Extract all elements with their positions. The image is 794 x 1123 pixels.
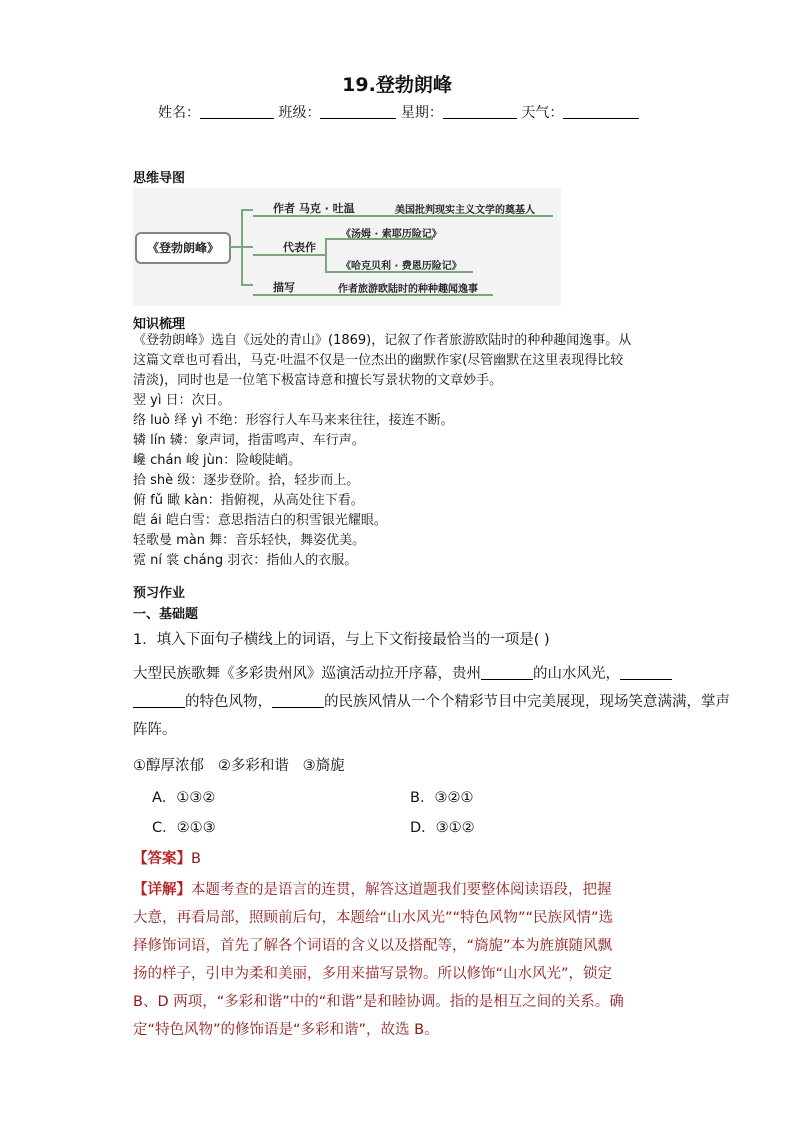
- passage-text: 的民族风情从一个个精彩节目中完美展现，现场笑意满满，掌声: [324, 694, 730, 710]
- mindmap-figure: [133, 188, 561, 306]
- weather-label: 天气：: [521, 105, 564, 121]
- mindmap-heading: 思维导图: [133, 171, 186, 186]
- class-label: 班级：: [278, 105, 321, 121]
- homework-heading: 预习作业: [133, 586, 186, 601]
- term-item: 辚 lín 辚：象声词，指雷鸣声、车行声。: [133, 433, 365, 448]
- weekday-label: 星期：: [400, 105, 443, 121]
- term-item: 俯 fǔ 瞰 kàn：指俯视，从高处往下看。: [133, 493, 364, 508]
- explanation: [133, 876, 663, 1044]
- mindmap-work-huck-finn: 《哈克贝利 · 费恩历险记》: [341, 261, 462, 272]
- name-blank[interactable]: [200, 104, 274, 119]
- part-heading: 一、基础题: [133, 607, 199, 622]
- answer-value: B: [191, 851, 201, 867]
- option-a[interactable]: A．①③②: [152, 790, 216, 806]
- explain-line: 扬的样子，引申为柔和美丽，多用来描写景物。所以修饰“山水风光”，锁定: [133, 966, 613, 982]
- knowledge-body: [133, 331, 663, 571]
- mindmap-work-tom-sawyer: 《汤姆 · 索耶历险记》: [341, 229, 442, 240]
- intro-line-3: 清淡)，同时也是一位笔下极富诗意和擅长写景状物的文章妙手。: [133, 373, 503, 388]
- page-title: 19.登勃朗峰: [342, 74, 452, 96]
- fill-blank-1[interactable]: [481, 665, 533, 680]
- passage-text: 的特色风物，: [185, 694, 272, 710]
- term-item: 皑 ái 皑白雪：意思指洁白的积雪银光耀眼。: [133, 513, 387, 528]
- explain-tag: 【详解】: [133, 882, 191, 898]
- student-info-line: [158, 102, 639, 122]
- explain-line: 定“特色风物”的修饰语是“多彩和谐”，故选 B。: [133, 1022, 439, 1038]
- fill-blank-4[interactable]: [272, 693, 324, 708]
- weekday-blank[interactable]: [443, 104, 517, 119]
- mindmap-describe-text: 作者旅游欧陆时的种种趣闻逸事: [338, 284, 478, 295]
- fill-blank-3[interactable]: [133, 693, 185, 708]
- passage-text: 的山水风光，: [533, 666, 620, 682]
- explain-line: 择修饰词语，首先了解各个词语的含义以及搭配等，“旖旎”本为旌旗随风飘: [133, 938, 613, 954]
- option-d[interactable]: D．③①②: [410, 820, 475, 836]
- mindmap-describe-label: 描写: [273, 281, 295, 294]
- explain-line: 本题考查的是语言的连贯，解答这道题我们要整体阅读语段，把握: [191, 882, 612, 898]
- mindmap-author-desc: 美国批判现实主义文学的奠基人: [395, 205, 535, 216]
- explain-line: B、D 两项，“多彩和谐”中的“和谐”是和睦协调。指的是相互之间的关系。确: [133, 994, 624, 1010]
- term-item: 霓 ní 裳 cháng 羽衣：指仙人的衣服。: [133, 553, 358, 568]
- word-choices: ①醇厚浓郁 ②多彩和谐 ③旖旎: [133, 758, 345, 774]
- passage-text: 大型民族歌舞《多彩贵州风》巡演活动拉开序幕，贵州: [133, 666, 481, 682]
- term-item: 络 luò 绎 yì 不绝：形容行人车马来来往往，接连不断。: [133, 413, 454, 428]
- mindmap-root: 《登勃朗峰》: [135, 232, 231, 264]
- option-c[interactable]: C．②①③: [152, 820, 216, 836]
- answer-line: [133, 847, 201, 868]
- mindmap-works-label: 代表作: [283, 241, 316, 254]
- term-item: 巉 chán 峻 jùn：险峻陡峭。: [133, 453, 302, 468]
- mindmap-author: 作者 马克 · 吐温: [273, 202, 355, 215]
- explain-line: 大意，再看局部，照顾前后句，本题给“山水风光”“特色风物”“民族风情”选: [133, 910, 614, 926]
- intro-line-1: 《登勃朗峰》选自《远处的青山》(1869)，记叙了作者旅游欧陆时的种种趣闻逸事。从: [133, 333, 632, 348]
- question-stem: 1．填入下面句子横线上的词语，与上下文衔接最恰当的一项是( ): [133, 632, 550, 648]
- term-item: 翌 yì 日：次日。: [133, 393, 231, 408]
- intro-line-2: 这篇文章也可看出，马克·吐温不仅是一位杰出的幽默作家(尽管幽默在这里表现得比较: [133, 353, 624, 368]
- knowledge-heading: 知识梳理: [133, 317, 186, 332]
- weather-blank[interactable]: [563, 104, 639, 119]
- name-label: 姓名：: [158, 105, 200, 121]
- class-blank[interactable]: [320, 104, 396, 119]
- option-b[interactable]: B．③②①: [410, 790, 474, 806]
- answer-tag: 【答案】: [133, 851, 191, 867]
- question-passage: [133, 660, 730, 744]
- fill-blank-2[interactable]: [620, 665, 672, 680]
- term-item: 拾 shè 级：逐步登阶。拾，轻步而上。: [133, 473, 360, 488]
- term-item: 轻歌曼 màn 舞：音乐轻快，舞姿优美。: [133, 533, 366, 548]
- passage-text: 阵阵。: [133, 722, 177, 738]
